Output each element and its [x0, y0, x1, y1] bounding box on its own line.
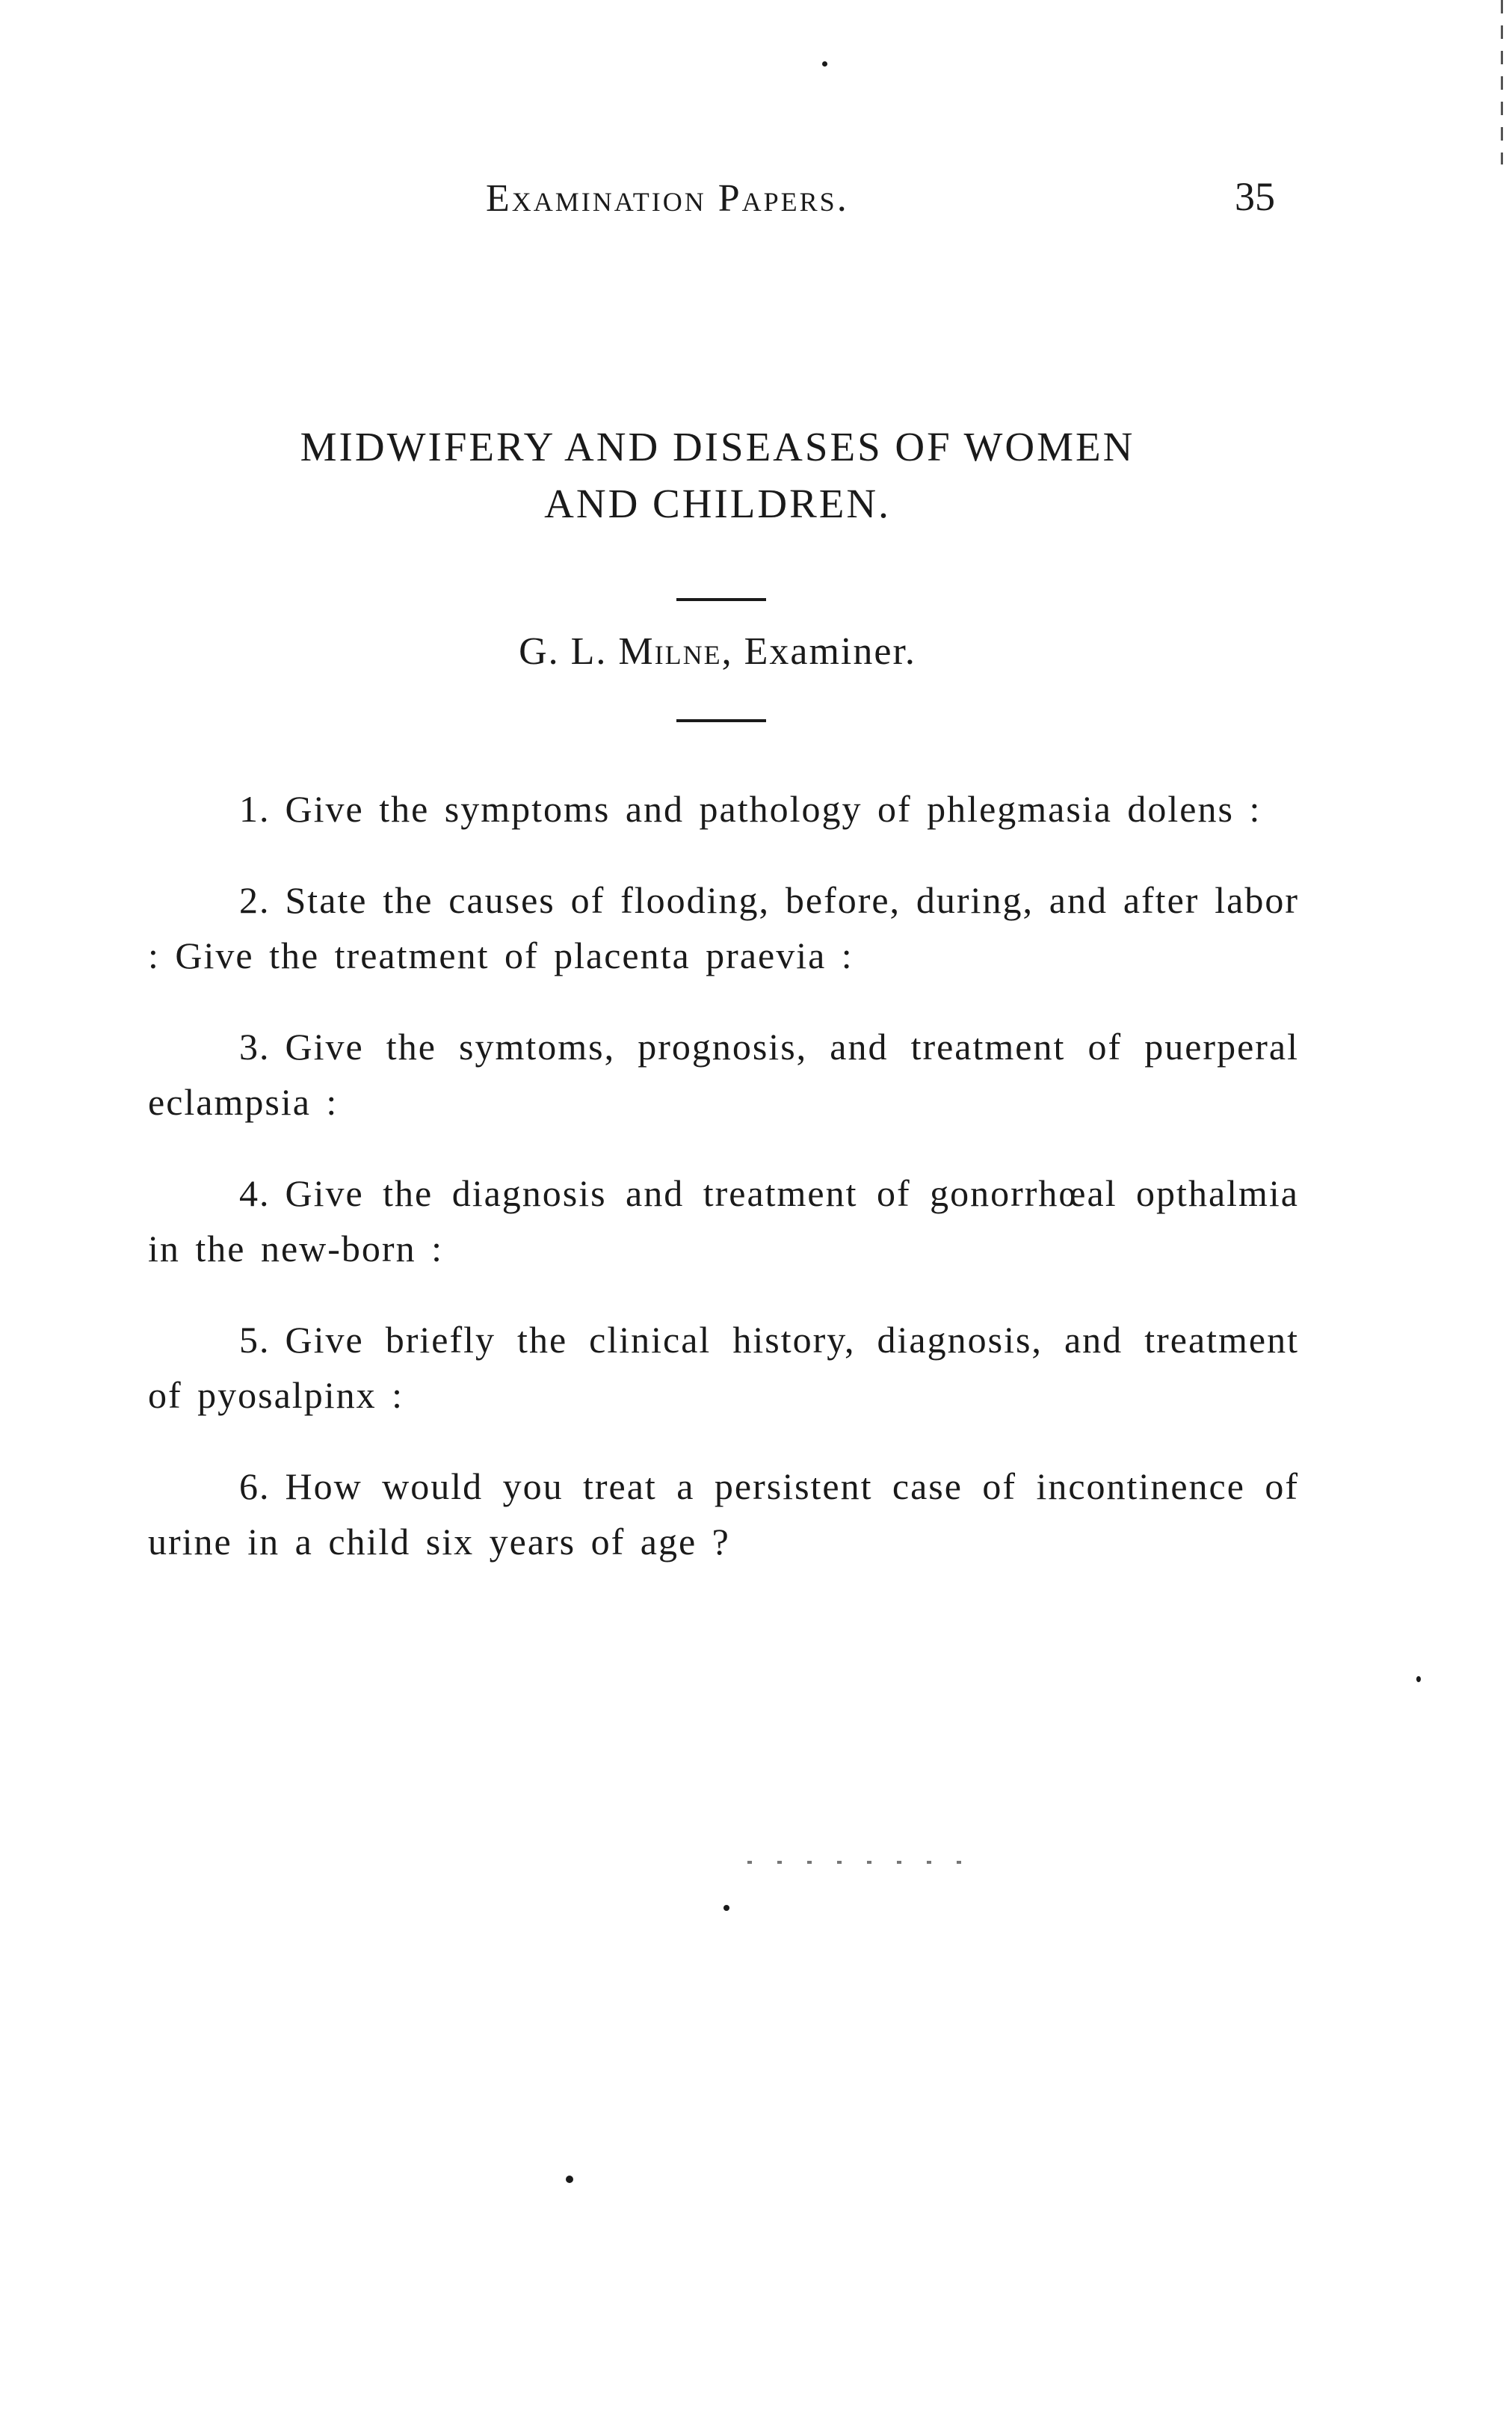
question-text: Give the diagnosis and treatment of gonorrhœal opthalmia in the new-born : — [148, 1172, 1299, 1269]
question-item — [148, 1312, 1299, 1423]
examiner-line — [194, 629, 1241, 674]
scan-speck — [723, 1905, 729, 1911]
scan-speck — [822, 61, 827, 67]
section-title-line-2: AND CHILDREN. — [544, 481, 891, 526]
running-title: Examination Papers. — [486, 177, 849, 220]
section-title-line-1: MIDWIFERY AND DISEASES OF WOMEN — [300, 424, 1135, 470]
question-item — [148, 781, 1299, 837]
examiner-name: Milne — [618, 630, 722, 673]
question-text: How would you treat a persistent case of incontinence of urine in a child six years of age ? — [148, 1465, 1299, 1563]
question-item — [148, 1019, 1299, 1130]
question-number: 2. — [239, 879, 271, 921]
question-number: 3. — [239, 1026, 271, 1068]
section-title — [194, 419, 1241, 532]
scan-dash-marks — [747, 1861, 972, 1864]
question-item — [148, 872, 1299, 983]
question-item — [148, 1166, 1299, 1276]
question-text: Give the symtoms, prognosis, and treatment of puerperal eclampsia : — [148, 1026, 1299, 1123]
question-text: State the causes of flooding, before, during, and after labor : Give the treatment of placenta praevia : — [148, 879, 1299, 976]
question-list — [148, 781, 1299, 1605]
question-number: 5. — [239, 1319, 271, 1361]
question-text: Give briefly the clinical history, diagnosis, and treatment of pyosalpinx : — [148, 1319, 1299, 1416]
examiner-initials: G. L. — [519, 630, 619, 673]
question-item — [148, 1459, 1299, 1569]
divider-rule — [676, 598, 766, 601]
scan-edge-mark — [1501, 0, 1503, 164]
question-text: Give the symptoms and pathology of phlegmasia dolens : — [285, 788, 1262, 830]
scan-speck — [1416, 1676, 1421, 1682]
question-number: 4. — [239, 1172, 271, 1214]
divider-rule — [676, 719, 766, 722]
scan-speck — [566, 2176, 573, 2183]
question-number: 6. — [239, 1465, 271, 1507]
page-number: 35 — [1235, 174, 1275, 219]
examiner-role: , Examiner. — [721, 630, 916, 673]
running-head — [0, 176, 1512, 236]
question-number: 1. — [239, 788, 271, 830]
